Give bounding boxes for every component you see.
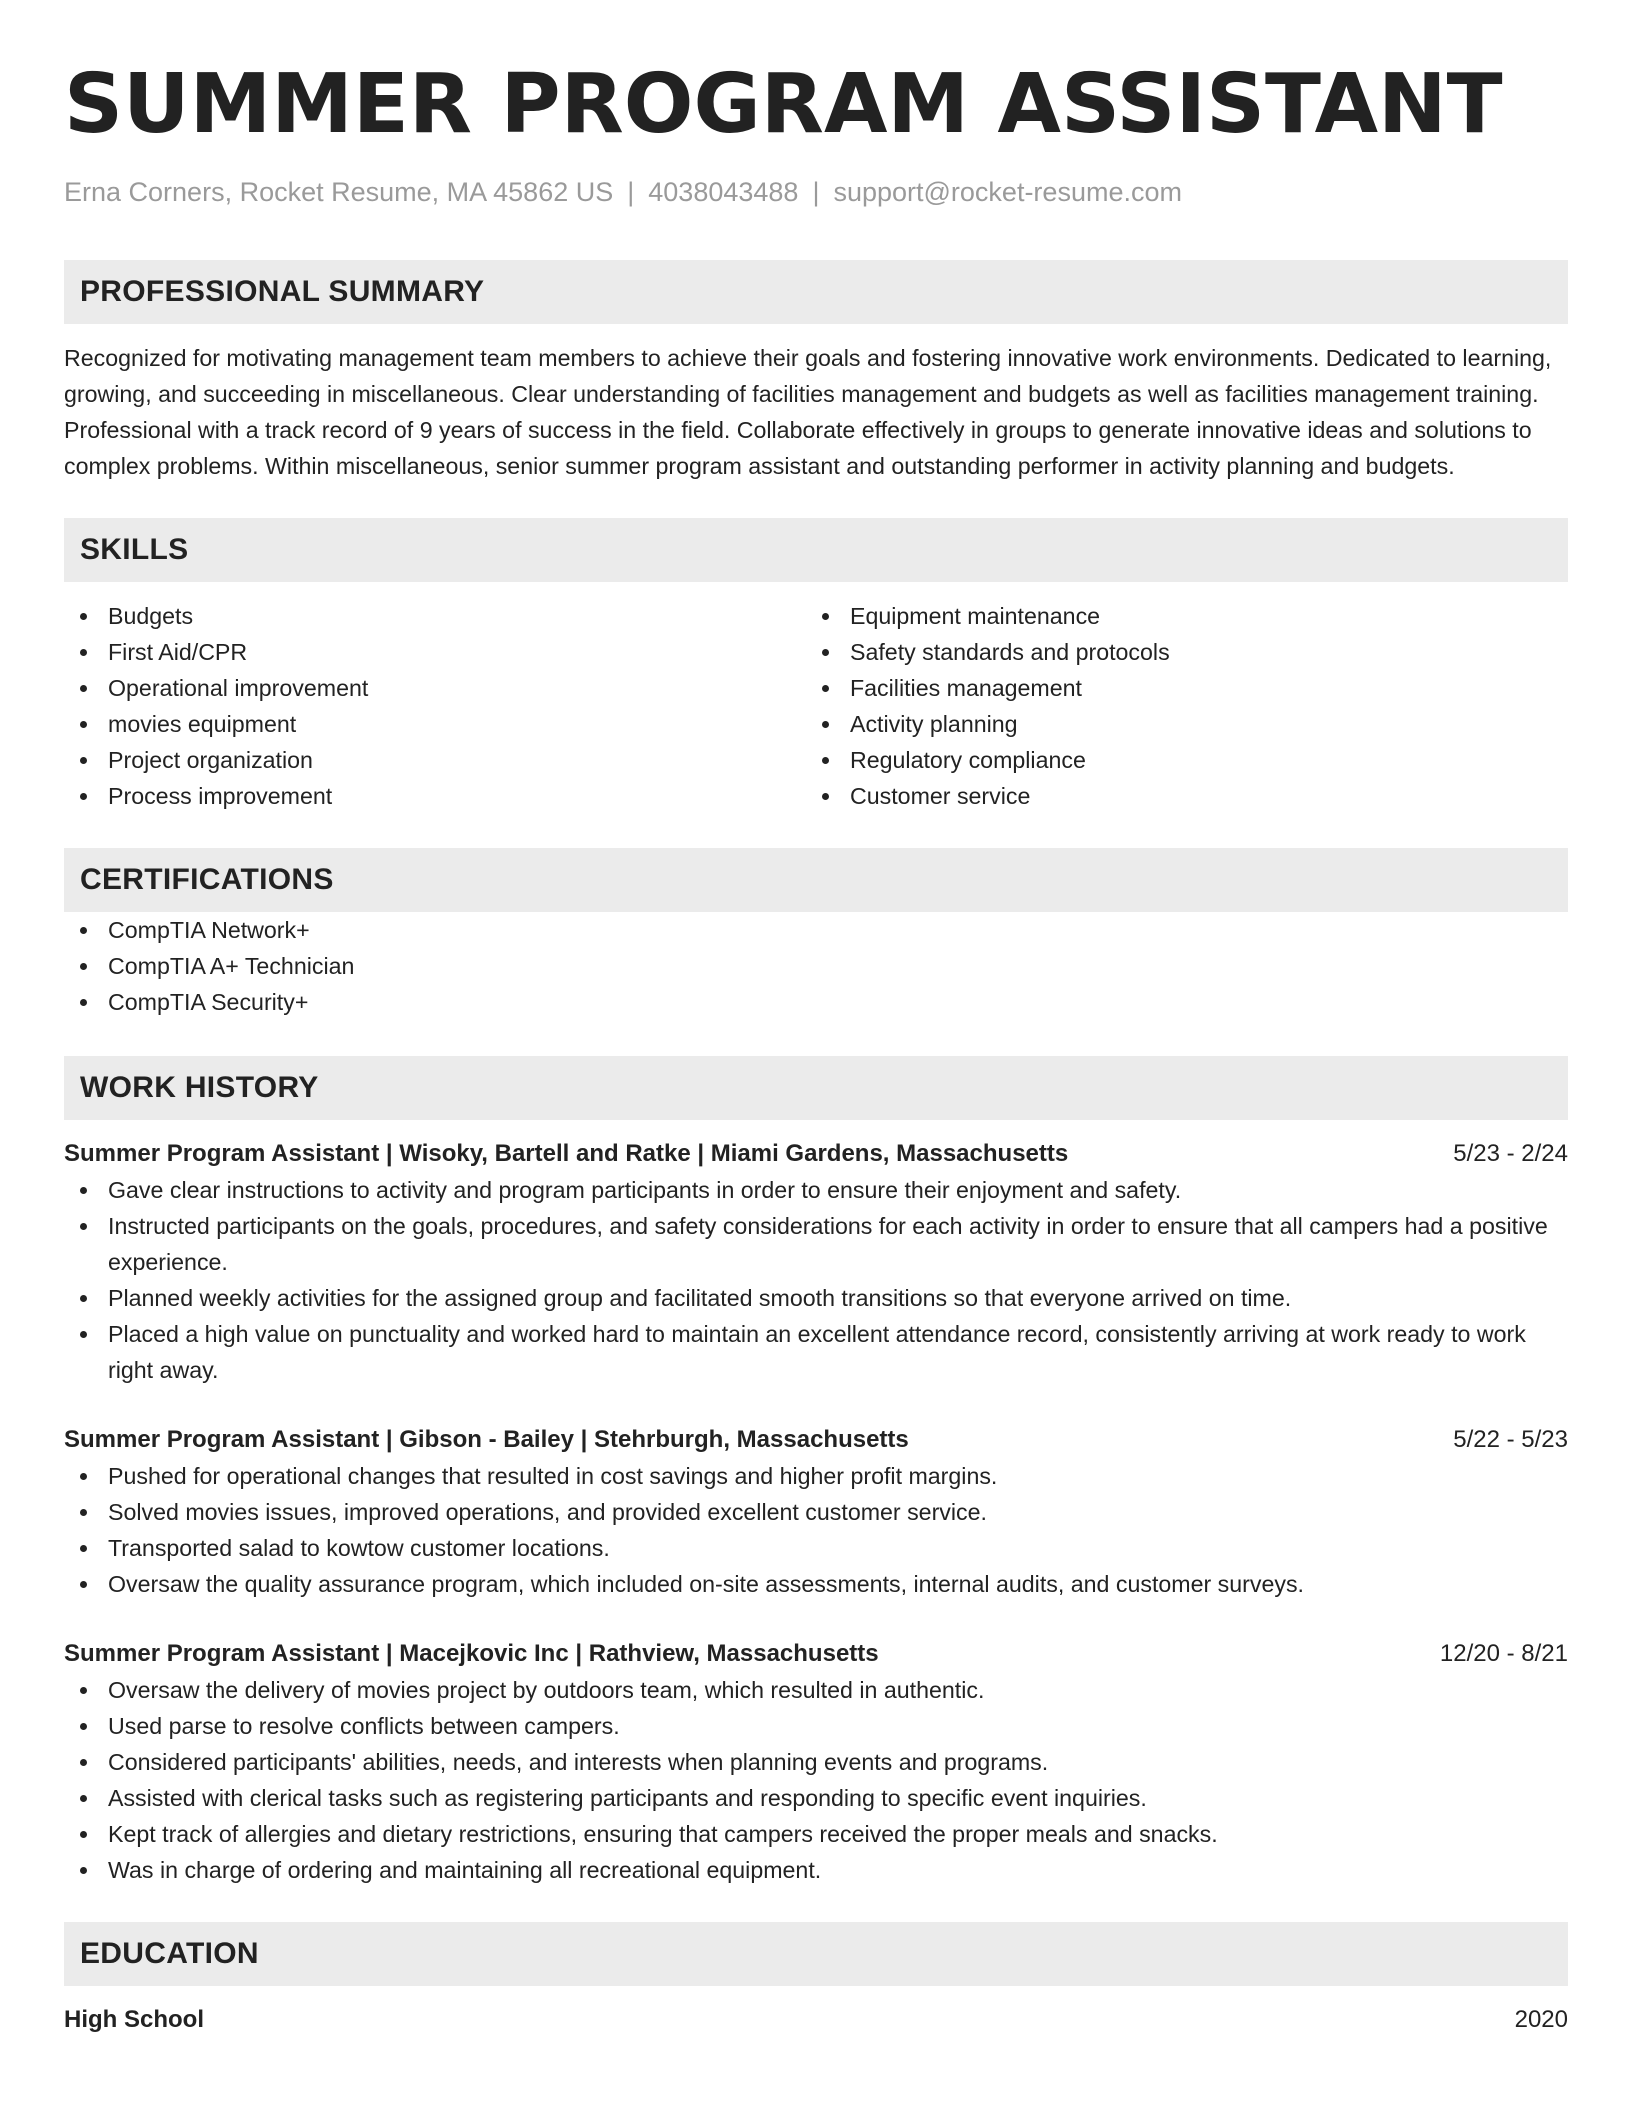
contact-address: Erna Corners, Rocket Resume, MA 45862 US [64, 177, 614, 207]
skill-item: Safety standards and protocols [806, 634, 1548, 670]
education-school: High School [64, 2006, 204, 2033]
contact-separator: | [812, 177, 820, 207]
skills-grid [64, 598, 1568, 814]
job-bullet: Oversaw the quality assurance program, which included on-site assessments, internal audits, and customer surveys. [64, 1566, 1568, 1602]
job-header [64, 1422, 1568, 1458]
resume-page [64, 50, 1568, 2038]
education-entry [64, 2002, 1568, 2038]
skill-item: Budgets [64, 598, 806, 634]
skill-item: Activity planning [806, 706, 1548, 742]
job-bullet: Considered participants' abilities, needs, and interests when planning events and programs. [64, 1744, 1568, 1780]
skill-item: Facilities management [806, 670, 1548, 706]
skill-item: First Aid/CPR [64, 634, 806, 670]
job-header [64, 1636, 1568, 1672]
education-year: 2020 [1514, 2006, 1568, 2033]
certification-item: CompTIA Network+ [64, 912, 1568, 948]
contact-phone: 4038043488 [648, 177, 799, 207]
education-heading: EDUCATION [64, 1922, 1568, 1986]
contact-separator: | [627, 177, 635, 207]
job-dates: 5/23 - 2/24 [1453, 1140, 1568, 1167]
job-title: Summer Program Assistant | Macejkovic Inc | Rathview, Massachusetts [64, 1640, 879, 1667]
job-bullets [64, 1672, 1568, 1888]
summary-heading: PROFESSIONAL SUMMARY [64, 260, 1568, 324]
work-history-heading: WORK HISTORY [64, 1056, 1568, 1120]
skill-item: Regulatory compliance [806, 742, 1548, 778]
contact-line [64, 174, 1568, 210]
job-bullet: Planned weekly activities for the assigned group and facilitated smooth transitions so that everyone arrived on time. [64, 1280, 1568, 1316]
job-bullet: Transported salad to kowtow customer locations. [64, 1530, 1568, 1566]
job-bullet: Oversaw the delivery of movies project by outdoors team, which resulted in authentic. [64, 1672, 1568, 1708]
skill-item: Customer service [806, 778, 1548, 814]
job-entry [64, 1422, 1568, 1602]
skill-item: Process improvement [64, 778, 806, 814]
skill-item: Operational improvement [64, 670, 806, 706]
job-entry [64, 1636, 1568, 1888]
job-dates: 12/20 - 8/21 [1439, 1640, 1568, 1667]
skill-item: Project organization [64, 742, 806, 778]
skills-heading: SKILLS [64, 518, 1568, 582]
skill-item: movies equipment [64, 706, 806, 742]
job-title: Summer Program Assistant | Gibson - Bailey | Stehrburgh, Massachusetts [64, 1426, 909, 1453]
certifications-list [64, 912, 1568, 1020]
certification-item: CompTIA A+ Technician [64, 948, 1568, 984]
skill-item: Equipment maintenance [806, 598, 1548, 634]
job-bullet: Pushed for operational changes that resulted in cost savings and higher profit margins. [64, 1458, 1568, 1494]
certifications-heading: CERTIFICATIONS [64, 848, 1568, 912]
summary-text: Recognized for motivating management team members to achieve their goals and fostering innovative work environments. Dedicated to learning, growing, and succeeding in miscellaneous. Clear understanding of facilities management and budgets as well as facilities management training. Professional with a track record of 9 years of success in the field. Collaborate effectively in groups to generate innovative ideas and solutions to complex problems. Within miscellaneous, senior summer program assistant and outstanding performer in activity planning and budgets. [64, 345, 1552, 479]
job-bullet: Gave clear instructions to activity and program participants in order to ensure their enjoyment and safety. [64, 1172, 1568, 1208]
skills-left-column [64, 598, 806, 814]
resume-name: SUMMER PROGRAM ASSISTANT [64, 57, 1503, 152]
job-bullet: Used parse to resolve conflicts between campers. [64, 1708, 1568, 1744]
job-bullet: Assisted with clerical tasks such as registering participants and responding to specific event inquiries. [64, 1780, 1568, 1816]
certification-item: CompTIA Security+ [64, 984, 1568, 1020]
job-bullet: Solved movies issues, improved operations, and provided excellent customer service. [64, 1494, 1568, 1530]
job-bullet: Kept track of allergies and dietary restrictions, ensuring that campers received the proper meals and snacks. [64, 1816, 1568, 1852]
job-header [64, 1136, 1568, 1172]
job-entry [64, 1136, 1568, 1388]
job-dates: 5/22 - 5/23 [1453, 1426, 1568, 1453]
job-bullets [64, 1458, 1568, 1602]
job-bullet: Was in charge of ordering and maintaining all recreational equipment. [64, 1852, 1568, 1888]
job-title: Summer Program Assistant | Wisoky, Bartell and Ratke | Miami Gardens, Massachusetts [64, 1140, 1069, 1167]
job-bullets [64, 1172, 1568, 1388]
job-bullet: Instructed participants on the goals, procedures, and safety considerations for each activity in order to ensure that all campers had a positive experience. [64, 1208, 1568, 1280]
contact-email: support@rocket-resume.com [833, 177, 1182, 207]
skills-right-column [806, 598, 1548, 814]
job-bullet: Placed a high value on punctuality and worked hard to maintain an excellent attendance record, consistently arriving at work ready to work right away. [64, 1316, 1568, 1388]
